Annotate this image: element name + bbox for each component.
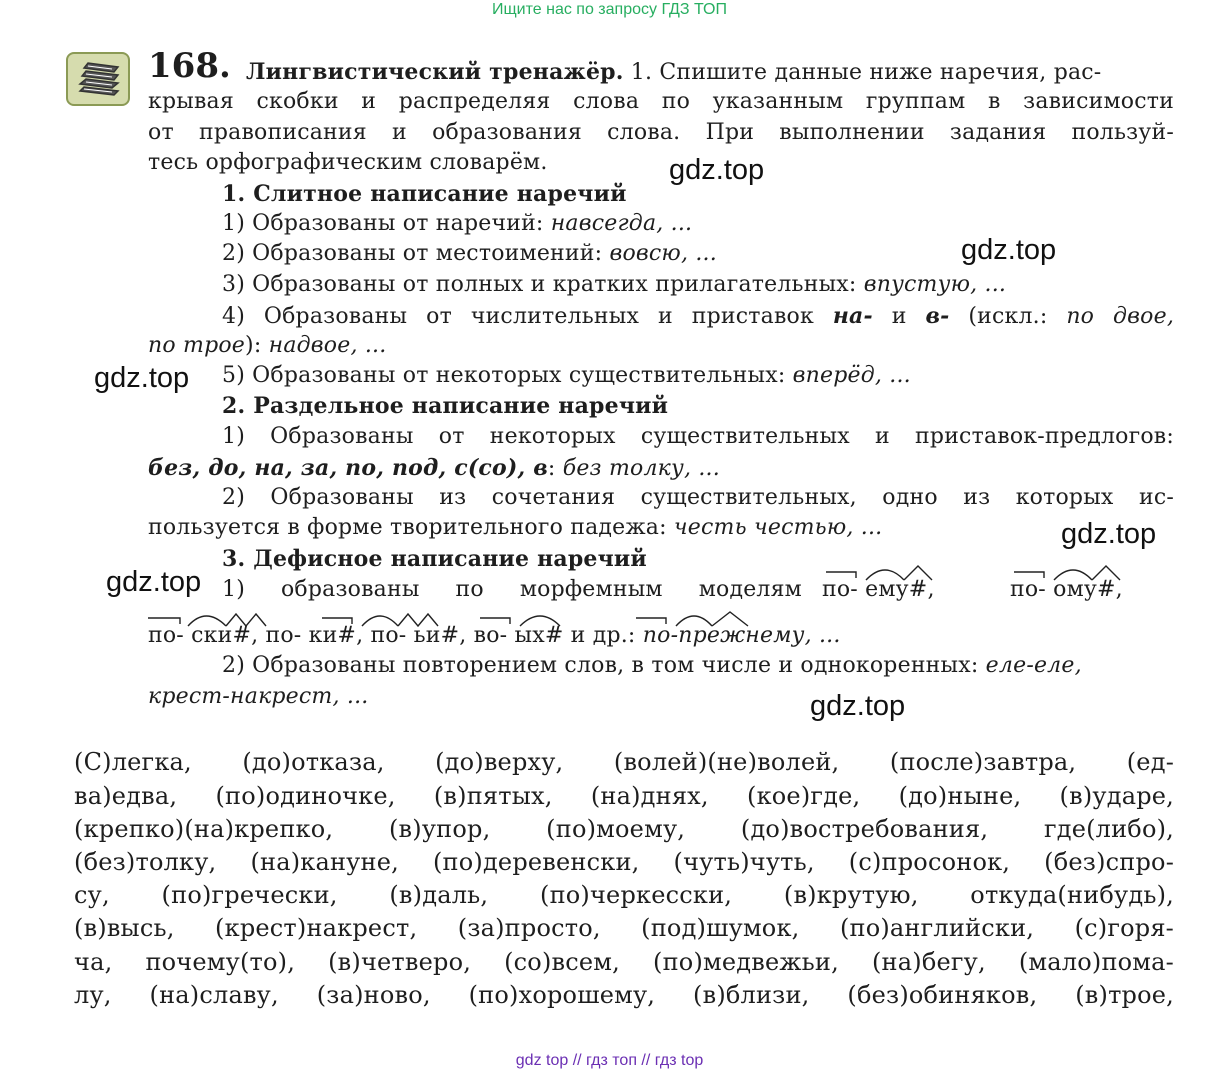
exception-label: (искл.:	[949, 304, 1067, 329]
root-arc	[362, 616, 398, 626]
item-example: вовсю, ...	[609, 241, 717, 266]
exercise-task-start: 1. Спишите данные ниже наречия, рас-	[623, 60, 1102, 85]
section-2-heading: 2. Раздельное написание наречий	[222, 393, 669, 419]
item-text: пользуется в форме творительного падежа:	[148, 515, 674, 540]
item-text: 2) Образованы повторением слов, в том числе и однокоренных:	[222, 653, 986, 678]
colon: :	[547, 456, 563, 481]
root-arc	[520, 616, 560, 626]
word-list-line-4: (без)толку, (на)кануне, (по)деревенски, (чуть)чуть, (с)просонок, (без)спро-	[74, 848, 1174, 876]
section-3-item-1: 1) образованы по морфемным моделям	[222, 577, 802, 602]
exercise-title: Лингвистический тренажёр.	[246, 59, 624, 85]
section-3-item-2	[222, 652, 1082, 680]
exception-example: по двое,	[1066, 304, 1175, 329]
exception-example-2: по трое	[148, 333, 246, 358]
watermark: gdz.top	[1061, 518, 1157, 550]
watermark: gdz.top	[810, 690, 906, 722]
close-paren: ):	[245, 333, 269, 358]
word-list-line-1: (С)легка, (до)отказа, (до)верху, (волей)(не)волей, (после)завтра, (ед-	[74, 748, 1174, 776]
prefix-mark	[826, 572, 856, 578]
item-text: 1) Образованы от наречий:	[222, 211, 551, 236]
exercise-number: 168.	[148, 46, 231, 86]
prefix-v: в-	[925, 303, 950, 329]
prefix-mark	[148, 618, 180, 624]
item-example: впустую, ...	[863, 272, 1007, 297]
suffix-mark	[398, 614, 438, 626]
suffix-mark	[712, 612, 748, 626]
item-text: 4) Образованы от числительных и приставок	[222, 304, 833, 329]
morpheme-models: по- ски#, по- ки#, по- ьи#, во- ых# и др.:	[148, 623, 643, 648]
prefix-na: на-	[832, 303, 873, 329]
watermark: gdz.top	[669, 154, 765, 186]
item-example: навсегда, ...	[550, 211, 693, 236]
watermark: gdz.top	[961, 234, 1057, 266]
suffix-mark	[226, 614, 266, 626]
item-text: 3) Образованы от полных и кратких прилагательных:	[222, 272, 864, 297]
watermark: gdz.top	[94, 362, 190, 394]
prefix-mark	[480, 618, 510, 624]
prefix-mark	[322, 618, 352, 624]
morpheme-model-1: по- ему#,	[822, 577, 935, 602]
watermark: gdz.top	[106, 566, 202, 598]
section-1-heading: 1. Слитное написание наречий	[222, 181, 627, 207]
morpheme-model-2: по- ому#,	[1010, 577, 1123, 602]
section-3-heading: 3. Дефисное написание наречий	[222, 546, 647, 572]
word-list-line-6: (в)высь, (крест)накрест, (за)просто, (под)шумок, (по)английски, (с)горя-	[74, 914, 1174, 942]
item-text: 2) Образованы от местоимений:	[222, 241, 610, 266]
exercise-task-line-4: тесь орфографическим словарём.	[148, 150, 548, 175]
word-list-line-8: лу, (на)славу, (за)ново, (по)хорошему, (в)близи, (без)обиняков, (в)трое,	[74, 981, 1174, 1009]
item-example: вперёд, ...	[792, 363, 911, 388]
prepositions-list: без, до, на, за, по, под, с(со), в	[148, 455, 548, 481]
root-arc	[1054, 570, 1092, 580]
item-example: без толку, ...	[562, 456, 720, 481]
root-arc	[866, 570, 904, 580]
word-list-line-5: су, (по)гречески, (в)даль, (по)черкесски, (в)крутую, откуда(нибудь),	[74, 881, 1174, 909]
section-2-item-1: 1) Образованы от некоторых существительных и приставок-предлогов:	[222, 424, 1174, 449]
exercise-task-line-2: крывая скобки и распределяя слова по указанным группам в зависимости	[148, 89, 1174, 114]
conjunction: и	[872, 304, 926, 329]
root-arc	[676, 616, 712, 626]
item-example: по-прежнему, ...	[642, 623, 841, 648]
prefix-mark	[1014, 572, 1044, 578]
word-list-line-7: ча, почему(то), (в)четверо, (со)всем, (по)медвежьи, (на)бегу, (мало)пома-	[74, 948, 1174, 976]
prefix-mark	[636, 618, 666, 624]
section-3-item-2-cont: крест-накрест, ...	[148, 684, 369, 709]
item-example: честь честью, ...	[673, 515, 883, 540]
root-arc	[188, 616, 226, 626]
item-example: еле-еле,	[985, 653, 1082, 678]
item-example: надвое, ...	[268, 333, 387, 358]
word-list-line-3: (крепко)(на)крепко, (в)упор, (по)моему, (до)востребования, где(либо),	[74, 815, 1174, 843]
footer-links[interactable]: gdz top // гдз топ // гдз top	[515, 1052, 704, 1069]
word-list-line-2: ва)едва, (по)одиночке, (в)пятых, (на)днях, (кое)где, (до)ныне, (в)ударе,	[74, 782, 1174, 810]
item-text: 5) Образованы от некоторых существительных:	[222, 363, 793, 388]
exercise-task-line-3: от правописания и образования слова. При выполнении задания пользуй-	[148, 120, 1174, 145]
section-2-item-2: 2) Образованы из сочетания существительных, одно из которых ис-	[222, 485, 1174, 510]
suffix-mark	[904, 566, 932, 580]
suffix-mark	[1092, 566, 1120, 580]
top-search-banner: Ищите нас по запросу ГДЗ ТОП	[492, 1, 727, 18]
